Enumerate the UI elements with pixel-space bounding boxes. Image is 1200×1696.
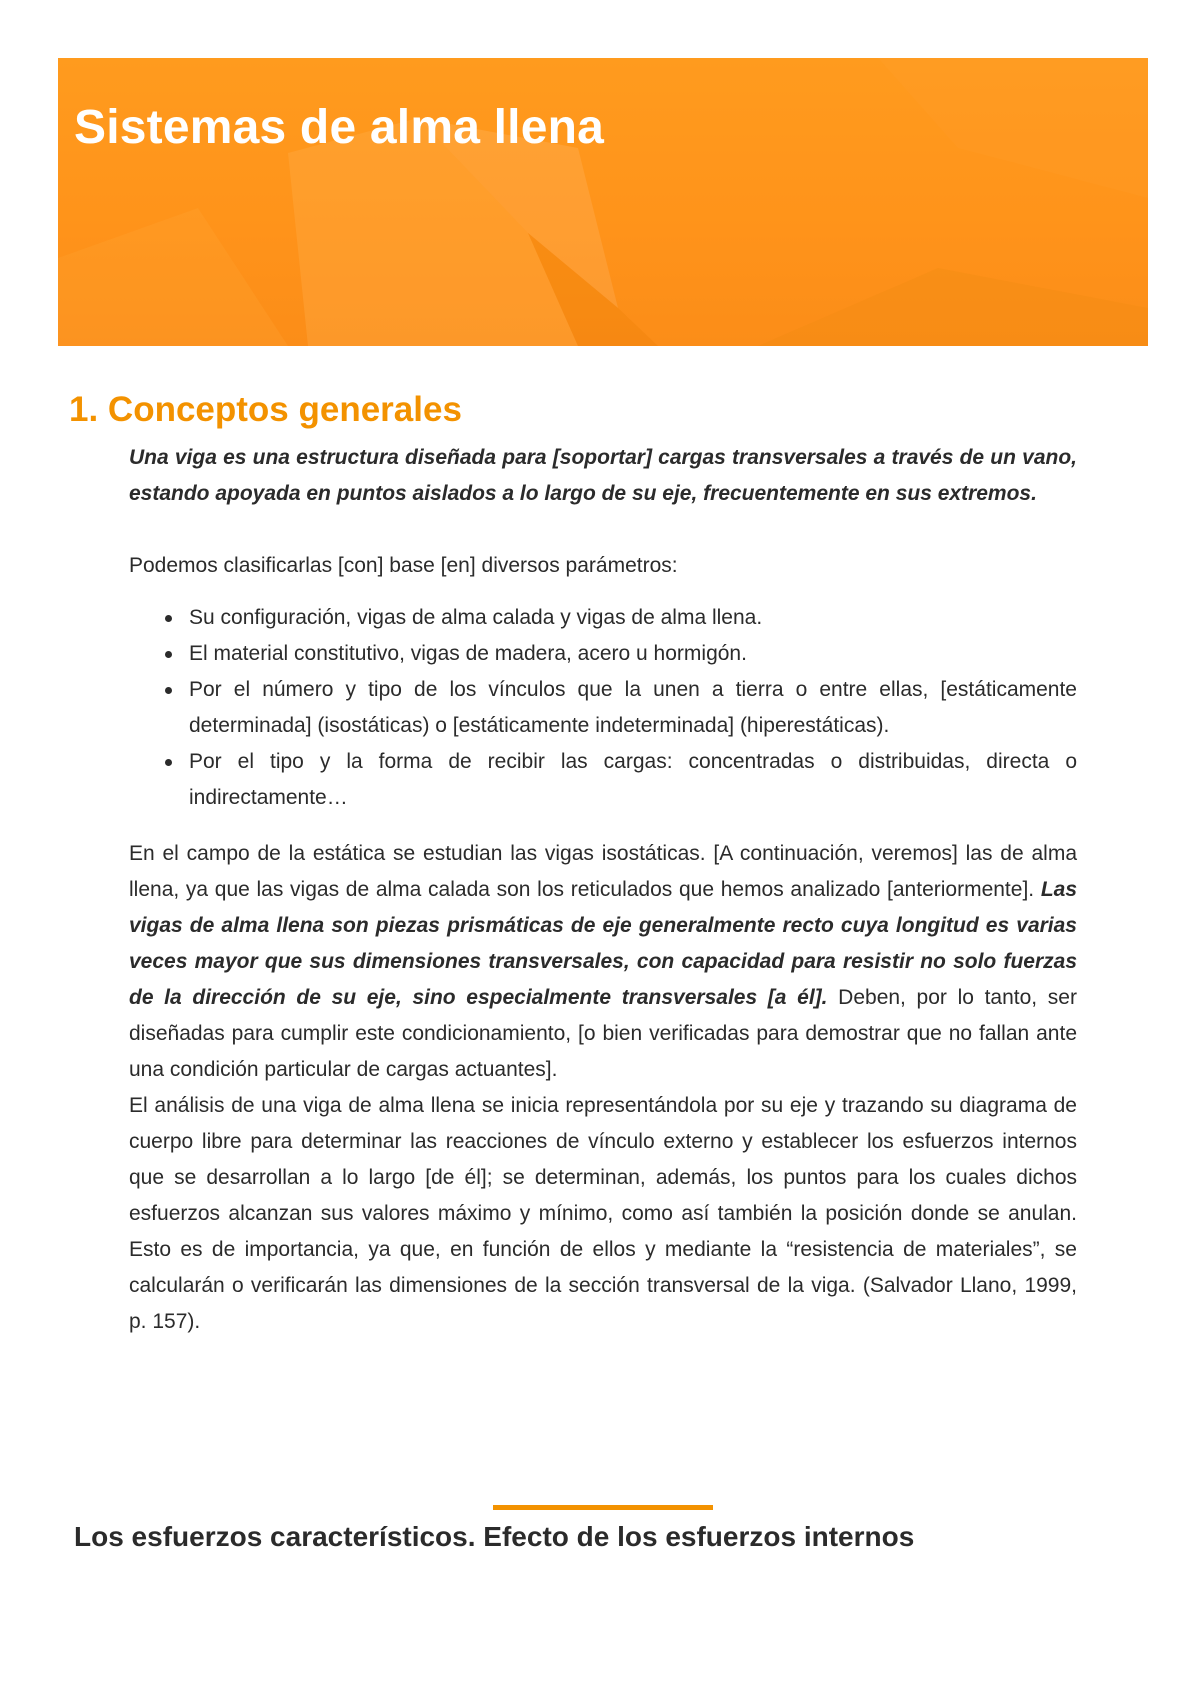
definition-quote: Una viga es una estructura diseñada para [soportar] cargas transversales a través de un vano, estando apoyada en puntos aislados a lo largo de su eje, frecuentemente en sus extremos. <box>129 446 1077 505</box>
banner-title: Sistemas de alma llena <box>74 101 605 154</box>
paragraph-tail: Deben, por lo tanto, ser diseñadas para cumplir este condicionamiento, [o bien verificadas para demostrar que no fallan ante una condición particular de cargas actuantes]. <box>129 986 1077 1081</box>
list-item: Por el tipo y la forma de recibir las cargas: concentradas o distribuidas, directa o indirectamente… <box>189 744 1077 816</box>
isostatic-paragraph <box>129 836 1077 1088</box>
section-divider <box>493 1505 713 1510</box>
section-title: 1. Conceptos generales <box>69 390 462 429</box>
parameters-list <box>129 600 1077 816</box>
list-item: Por el número y tipo de los vínculos que la unen a tierra o entre ellas, [estáticamente determinada] (isostáticas) o [estáticamente indeterminada] (hiperestáticas). <box>189 672 1077 744</box>
analysis-paragraph: El análisis de una viga de alma llena se inicia representándola por su eje y trazando su diagrama de cuerpo libre para determinar las reacciones de vínculo externo y establecer los esfuerzos internos que se desarrollan a lo largo [de él]; se determinan, además, los puntos para los cuales dichos esfuerzos alcanzan sus valores máximo y mínimo, como así también la posición donde se anulan. Esto es de importancia, ya que, en función de ellos y mediante la “resistencia de materiales”, se calcularán o verificarán las dimensiones de la sección transversal de la viga. (Salvador Llano, 1999, p. 157). <box>129 1094 1077 1333</box>
content-body <box>129 440 1077 1340</box>
paragraph-lead: En el campo de la estática se estudian las vigas isostáticas. [A continuación, veremos] las de alma llena, ya que las vigas de alma calada son los reticulados que hemos analizado [anteriormente]. <box>129 842 1077 901</box>
list-item: Su configuración, vigas de alma calada y vigas de alma llena. <box>189 600 1077 636</box>
definition-emphasis: Las vigas de alma llena son piezas prismáticas de eje generalmente recto cuya longitud es varias veces mayor que sus dimensiones transversales, con capacidad para resistir no solo fuerzas de la dirección de su eje, sino especialmente transversales [a él]. <box>129 878 1077 1009</box>
header-banner <box>58 58 1148 346</box>
subsection-title: Los esfuerzos característicos. Efecto de los esfuerzos internos <box>74 1521 915 1552</box>
list-item: El material constitutivo, vigas de madera, acero u hormigón. <box>189 636 1077 672</box>
intro-paragraph: Podemos clasificarlas [con] base [en] diversos parámetros: <box>129 554 678 577</box>
